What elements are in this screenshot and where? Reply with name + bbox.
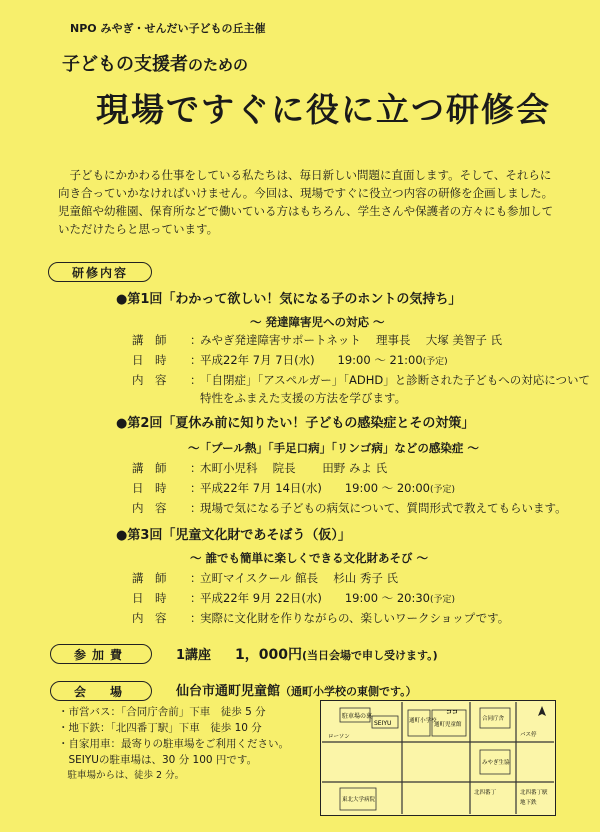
value: 平成22年 9月 22日(水) 19:00 ～ 20:30: [200, 591, 430, 605]
map-label-store: ローソン: [328, 734, 350, 740]
session-3-date: 日 時 ：平成22年 9月 22日(水) 19:00 ～ 20:30(予定): [132, 591, 455, 605]
organizer-text: NPO みやぎ・せんだい子どもの丘主催: [70, 22, 266, 35]
venue-name: 仙台市通町児童館: [176, 684, 281, 699]
venue-info: [176, 680, 417, 699]
date-note: (予定): [422, 357, 448, 367]
value: 木町小児科 院長 田野 みよ 氏: [200, 461, 388, 475]
label: 日 時: [132, 481, 167, 495]
map-label-parking: 駐車場の裏: [342, 713, 373, 720]
label: 講 師: [132, 333, 167, 347]
section-label: 研修内容: [48, 262, 152, 282]
session-1-date: 日 時 ：平成22年 7月 7日(水) 19:00 ～ 21:00(予定): [132, 353, 448, 367]
venue-label: 会 場: [50, 681, 152, 701]
session-1-content-2: 特性をふまえた支援の方法を学びます。: [200, 391, 407, 405]
label: 日 時: [132, 353, 167, 367]
session-2-subtitle: ～「プール熱」「手足口病」「リンゴ病」などの感染症 ～: [188, 441, 479, 455]
session-3-lecturer: 講 師 ：立町マイスクール 館長 杉山 秀子 氏: [132, 571, 399, 585]
label: 内 容: [132, 501, 167, 515]
session-1-lecturer: 講 師 ：みやぎ発達障害サポートネット 理事長 大塚 美智子 氏: [132, 333, 503, 347]
subtitle-prefix: 子どもの支援者: [62, 54, 188, 75]
label: 講 師: [132, 571, 167, 585]
fee-unit: 1講座: [176, 648, 212, 663]
map-label-subway: 地下鉄: [520, 800, 537, 806]
subtitle: [62, 50, 248, 76]
fee-label: 参加費: [50, 644, 152, 664]
value: 平成22年 7月 14日(水) 19:00 ～ 20:00: [200, 481, 430, 495]
intro-line: 子どもにかかわる仕事をしている私たちは、毎日新しい問題に直面します。そして、それらに: [69, 168, 552, 182]
label: 日 時: [132, 591, 167, 605]
value: 現場で気になる子どもの病気について、質問形式で教えてもらいます。: [200, 501, 567, 515]
map-label-hall: 合同庁舎: [482, 716, 505, 722]
access-line: ・自家用車：最寄りの駐車場をご利用ください。: [58, 738, 289, 750]
fee-info: [176, 644, 438, 664]
session-3-subtitle: ～ 誰でも簡単に楽しくできる文化財あそび ～: [190, 551, 429, 565]
map-label-tohoku: 東北大学病院: [342, 797, 376, 803]
access-line: ・市営バス：「合同庁舎前」下車 徒歩 5 分: [58, 706, 266, 718]
intro-line: 向き合っていかなければいけません。今回は、現場ですぐに役立つ内容の研修を企画しました。: [58, 186, 554, 200]
intro-line: 児童館や幼稚園、保育所などで働いている方はもちろん、学生さんや保護者の方々にも参加して: [58, 204, 554, 218]
value: 立町マイスクール 館長 杉山 秀子 氏: [200, 571, 399, 585]
access-info: [58, 704, 289, 784]
map-label-kitayoban: 北四番丁: [474, 790, 497, 796]
session-3-content: 内 容 ：実際に文化財を作りながらの、楽しいワークショップです。: [132, 611, 510, 625]
value: 実際に文化財を作りながらの、楽しいワークショップです。: [200, 611, 510, 625]
value: 平成22年 7月 7日(水) 19:00 ～ 21:00: [200, 353, 423, 367]
label: 内 容: [132, 373, 167, 387]
fee-note: (当日会場で申し受けます。): [302, 649, 438, 662]
map-label-kodomokan: 通町児童館: [434, 722, 462, 728]
venue-note: （通町小学校の東側です。）: [280, 685, 417, 698]
session-2-lecturer: 講 師 ：木町小児科 院長 田野 みよ 氏: [132, 461, 388, 475]
label: 内 容: [132, 611, 167, 625]
map-label-here: ココ: [446, 709, 459, 716]
intro-paragraph: [58, 166, 558, 238]
access-line: ・地下鉄：「北四番丁駅」下車 徒歩 10 分: [58, 722, 262, 734]
date-note: (予定): [429, 595, 455, 605]
session-2-title: ●第2回「夏休み前に知りたい！子どもの感染症とその対策」: [116, 416, 475, 431]
session-2-content: 内 容 ：現場で気になる子どもの病気について、質問形式で教えてもらいます。: [132, 501, 567, 515]
date-note: (予定): [429, 485, 455, 495]
map-label-seiyu: SEIYU: [374, 720, 392, 727]
subtitle-suffix: のための: [188, 56, 249, 74]
map-label-bus: バス停: [520, 732, 537, 738]
intro-line: いただけたらと思っています。: [58, 222, 219, 236]
session-2-date: 日 時 ：平成22年 7月 14日(水) 19:00 ～ 20:00(予定): [132, 481, 455, 495]
session-3-title: ●第3回「児童文化財であそぼう（仮）」: [116, 528, 351, 543]
session-1-subtitle: ～ 発達障害児への対応 ～: [250, 315, 385, 329]
page-title: 現場ですぐに役に立つ研修会: [96, 90, 551, 129]
map-label-miyagi: みやぎ生協: [482, 760, 510, 766]
access-line: 駐車場からは、徒歩 2 分。: [58, 770, 185, 781]
map-label-school: 通町小学校: [409, 718, 437, 724]
value: 「自閉症」「アスペルガー」「ADHD」と診断された子どもへの対応について: [200, 373, 591, 387]
access-line: SEIYUの駐車場は、30 分 100 円です。: [58, 754, 258, 766]
session-1-title: ●第1回「わかって欲しい！気になる子のホントの気持ち」: [116, 292, 462, 307]
value: みやぎ発達障害サポートネット 理事長 大塚 美智子 氏: [200, 333, 503, 347]
venue-map: [320, 700, 556, 816]
map-label-station: 北四番丁駅: [520, 790, 548, 796]
session-1-content: 内 容 ：「自閉症」「アスペルガー」「ADHD」と診断された子どもへの対応について: [132, 373, 591, 387]
fee-amount: 1，000円: [235, 647, 303, 663]
label: 講 師: [132, 461, 167, 475]
